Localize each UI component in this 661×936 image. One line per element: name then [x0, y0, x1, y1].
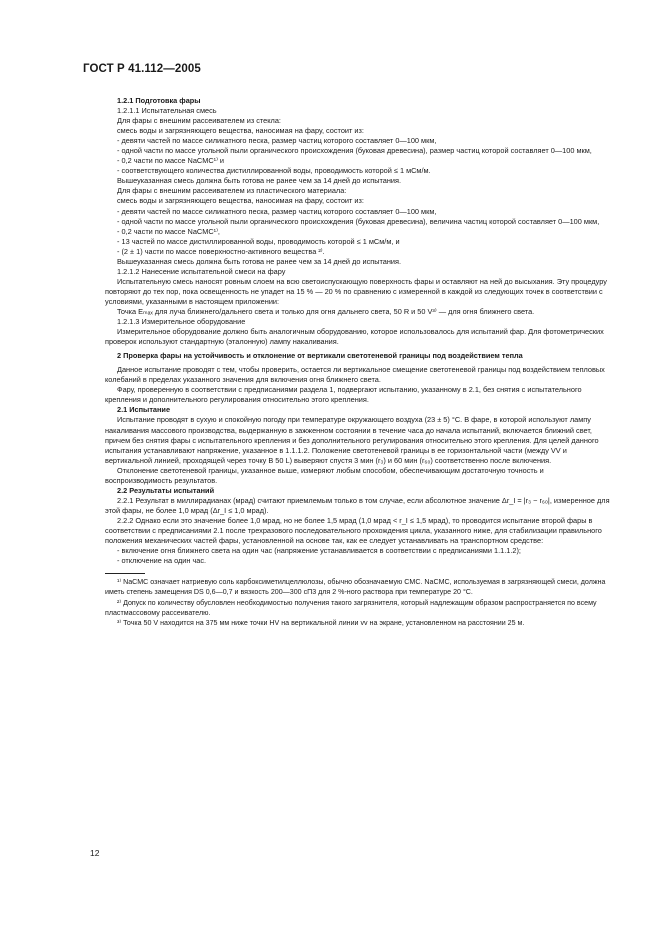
paragraph: - 13 частей по массе дистиллированной воды, проводимость которой ≤ 1 мСм/м, и: [117, 236, 400, 246]
paragraph: - 0,2 части по массе NaCMC¹⁾,: [117, 226, 220, 236]
footnote: ³⁾ Точка 50 V находится на 375 мм ниже точки HV на вертикальной линии vv на экране, установленном на расстоянии 25 м.: [117, 619, 525, 628]
footnote: ²⁾ Допуск по количеству обусловлен необходимостью получения такого загрязнителя, который надлежащим образом распространяется по всему пластмассовому рассеивателю.: [105, 598, 597, 617]
paragraph: Для фары с внешним рассеивателем из пластического материала:: [117, 186, 347, 196]
paragraph: - девяти частей по массе силикатного песка, размер частиц которого составляет 0—100 мкм,: [117, 206, 437, 216]
paragraph: - включение огня ближнего света на один час (напряжение устанавливается в соответствии с предписаниями 1.1.1.2);: [117, 546, 521, 556]
paragraph: смесь воды и загрязняющего вещества, наносимая на фару, состоит из:: [117, 126, 364, 136]
paragraph: - отключение на один час.: [117, 556, 207, 566]
paragraph: смесь воды и загрязняющего вещества, наносимая на фару, состоит из:: [117, 196, 364, 206]
paragraph: Испытательную смесь наносят ровным слоем на всю светоиспускающую поверхность фары и оставляют на ней до высыхания. Эту процедуру повторяют до тех пор, пока освещенность не упадет на 15 % — 20 % по сравнению с измеренной в каждой из следующих точек в соответствии с условиями, указанными в настоящем приложении:: [105, 276, 607, 306]
paragraph: 2 Проверка фары на устойчивость и отклонение от вертикали светотеневой границы под воздействием тепла: [117, 351, 523, 361]
paragraph: 1.2.1 Подготовка фары: [117, 96, 201, 105]
footnote: ¹⁾ NaCMC означает натриевую соль карбоксиметилцеллюлозы, обычно обозначаемую CMC. NaCMC, используемая в загрязняющей смеси, должна иметь степень замещения DS 0,6—0,7 и вязкость 200—300 сП3 для 2 %-ного раствора при температуре 20 °C.: [105, 578, 606, 596]
paragraph: Фару, проверенную в соответствии с предписаниями раздела 1, подвергают испытанию, указанному в 2.1, без снятия с испытательного крепления и дополнительного регулирования относительно этого крепления.: [105, 385, 582, 405]
paragraph: 1.2.1.3 Измерительное оборудование: [117, 317, 246, 327]
paragraph: - девяти частей по массе силикатного песка, размер частиц которого составляет 0—100 мкм,: [117, 136, 437, 146]
page-number: 12: [90, 848, 100, 858]
paragraph: - (2 ± 1) части по массе поверхностно-активного вещества ²⁾.: [117, 246, 325, 256]
paragraph: Точка Eₘₐₓ для луча ближнего/дальнего света и только для огня дальнего света, 50 R и 50 V³⁾ — для огня ближнего света.: [117, 306, 535, 316]
paragraph: Вышеуказанная смесь должна быть готова не ранее чем за 14 дней до испытания.: [117, 256, 402, 266]
paragraph: Отклонение светотеневой границы, указанное выше, измеряют любым способом, обеспечивающим достаточную точность и воспроизводимость результатов.: [105, 465, 544, 485]
paragraph: 2.2 Результаты испытаний: [117, 485, 215, 495]
paragraph: 2.1 Испытание: [117, 405, 171, 415]
paragraph: 2.2.1 Результат в миллирадианах (мрад) считают приемлемым только в том случае, если абсолютное значение Δr_I = |r₃ − r₆₀|, измеренное для этой фары, не более 1,0 мрад (Δr_I ≤ 1,0 мрад).: [105, 495, 610, 515]
page-body: [105, 96, 611, 630]
paragraph: - 0,2 части по массе NaCMC¹⁾ и: [117, 156, 225, 166]
paragraph: Данное испытание проводят с тем, чтобы проверить, остается ли вертикальное смещение светотеневой границы под воздействием тепловых колебаний в пределах указанного значения для включения огня ближнего света.: [105, 365, 605, 385]
paragraph: Измерительное оборудование должно быть аналогичным оборудованию, которое использовалось для испытаний фар. Для фотометрических проверок используют стандартную (эталонную) лампу накаливания.: [105, 327, 604, 347]
paragraph: - соответствующего количества дистиллированной воды, проводимость которой ≤ 1 мСм/м.: [117, 166, 431, 176]
paragraph: - одной части по массе угольной пыли органического происхождения (буковая древесина), величина частиц которой составляет 0—100 мкм,: [117, 216, 600, 226]
document-header: ГОСТ Р 41.112—2005: [83, 63, 201, 75]
paragraph: - одной части по массе угольной пыли органического происхождения (буковая древесина), размер частиц которой составляет 0—100 мкм,: [117, 146, 592, 156]
paragraph: 1.2.1.2 Нанесение испытательной смеси на фару: [117, 266, 286, 276]
paragraph: 1.2.1.1 Испытательная смесь: [117, 106, 217, 116]
paragraph: Испытание проводят в сухую и спокойную погоду при температуре окружающего воздуха (23 ± 5) °C. В фаре, в которой используют лампу накаливания массового производства, выдержанную в зажженном состоянии в течение часа до начала испытаний, включается ближний свет, причем без снятия фары с испытательного крепления и без дополнительного регулирования относительно этого крепления. Для целей данного испытания устанавливают напряжение, указанное в 1.1.1.2. Положение светотеневой границы в ее горизонтальной части (между VV и вертикальной линией, проходящей через точку B 50 L) выверяют спустя 3 мин (r₃) и 60 мин (r₆₀) соответственно после включения.: [105, 415, 599, 465]
paragraph: 2.2.2 Однако если это значение более 1,0 мрад, но не более 1,5 мрад (1,0 мрад < r_I ≤ 1,5 мрад), то проводится испытание второй фары в соответствии с предписаниями 2.1 после трехразового последовательного прохождения цикла, указанного ниже, для стабилизации правильного положения механических частей фары, установленной на основе так, как ее следует устанавливать на транспортном средстве:: [105, 515, 602, 546]
paragraph: Вышеуказанная смесь должна быть готова не ранее чем за 14 дней до испытания.: [117, 176, 402, 186]
body-text: [105, 96, 611, 566]
paragraph: Для фары с внешним рассеивателем из стекла:: [117, 116, 281, 126]
footnote-divider: [105, 573, 145, 574]
footnotes: [105, 578, 611, 629]
